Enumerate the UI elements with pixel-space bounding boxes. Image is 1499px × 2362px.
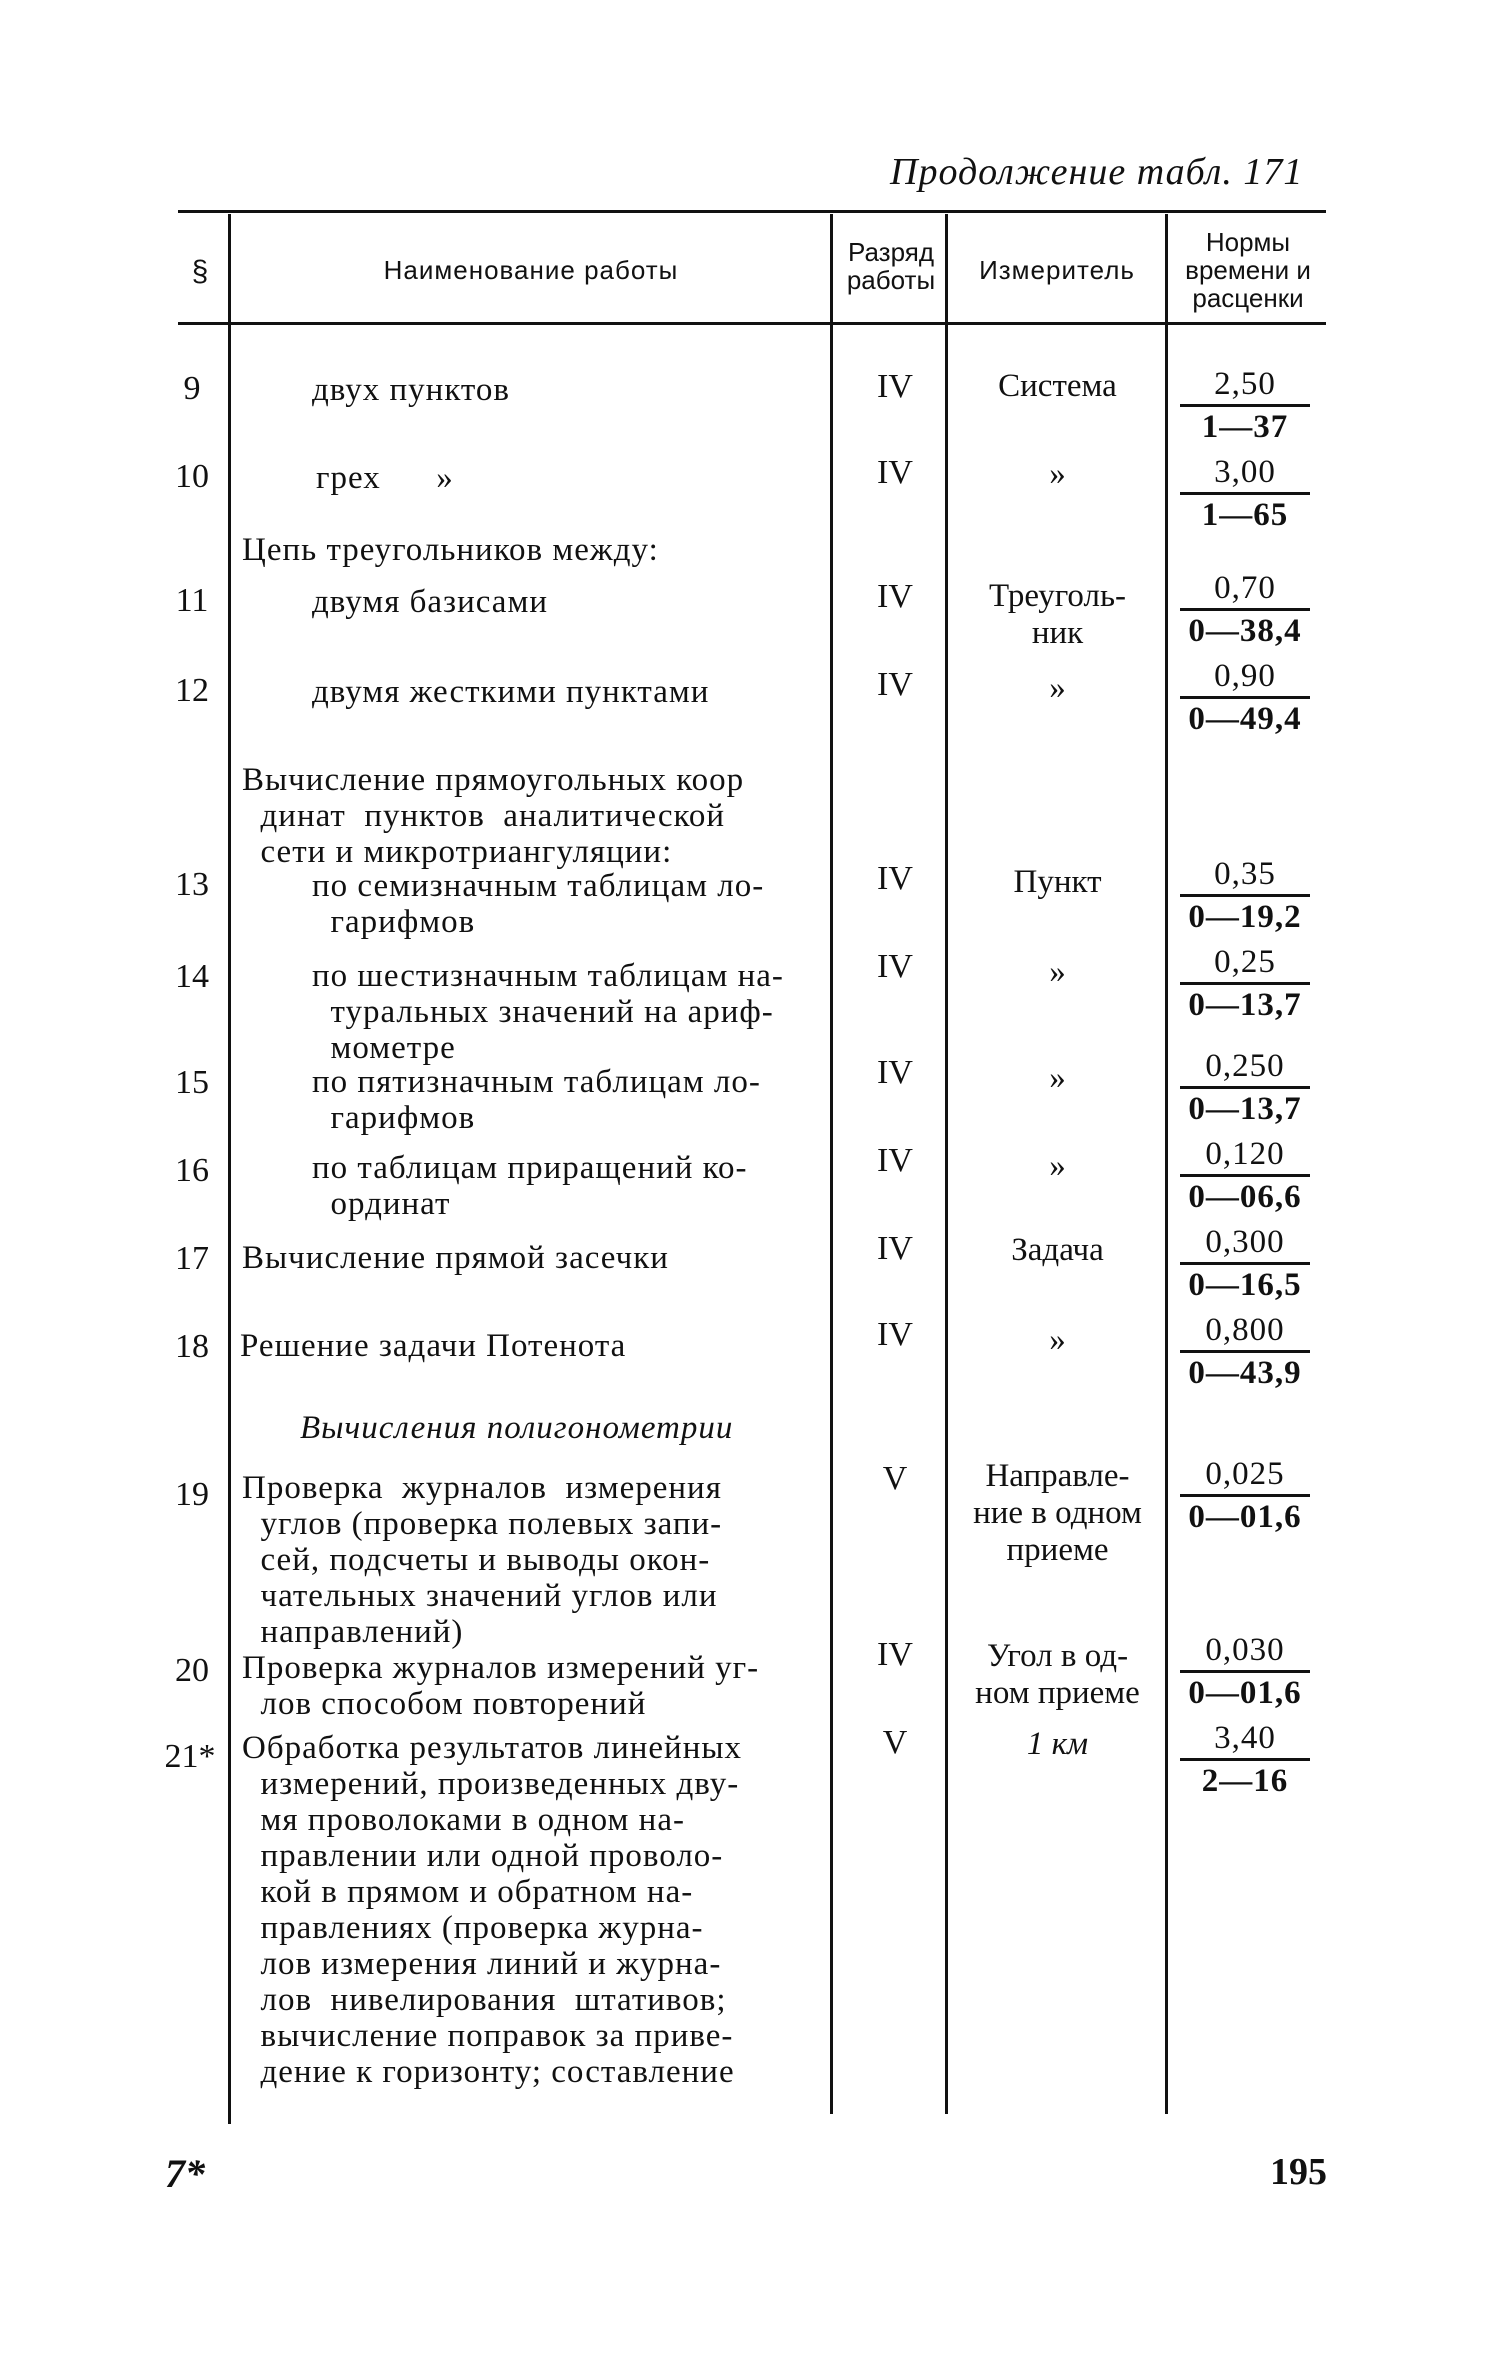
row-number: 19 [175,1476,209,1513]
row-text: грех » [316,460,454,496]
row-text: Проверка журналов измерения углов (проверка полевых запи- сей, подсчеты и выводы окон- чательных значений углов или направлений) [242,1470,723,1650]
norm-time: 0,030 [1180,1630,1310,1673]
row-grade: IV [877,454,913,491]
row-text: Проверка журналов измерений уг- лов способом повторений [242,1650,760,1722]
header-bottom-rule [178,322,1326,325]
row-grade: IV [877,1054,913,1091]
norm-time: 0,120 [1180,1134,1310,1177]
row-norm [1180,1454,1310,1537]
table-caption: Продолжение табл. 171 [890,151,1304,193]
row-number: 11 [175,582,209,619]
norm-time: 2,50 [1180,364,1310,407]
row-grade: IV [877,666,913,703]
header-grade: Разряд работы [846,237,936,295]
row-grade: IV [877,368,913,405]
row-text: Обработка результатов линейных измерений, произведенных дву- мя проволоками в одном на- правлении или одной проволо- кой в прямом и обратном на- правлениях (проверка журна- лов измерения линий и журна- лов нивелирования штативов; вычисление поправок за приве- дение к горизонту; составление [242,1730,743,2090]
row-unit: » [1049,954,1066,990]
row-number: 18 [175,1328,209,1365]
norm-rate: 0—49,4 [1188,701,1302,737]
norm-rate: 0—38,4 [1188,613,1302,649]
row-text: по шестизначным таблицам на- туральных значений на ариф- мометре [312,958,784,1066]
row-unit: 1 км [1026,1726,1089,1762]
norm-rate: 0—01,6 [1188,1675,1302,1711]
row-text: двух пунктов [312,372,510,408]
norm-time: 0,90 [1180,656,1310,699]
row-unit: Пункт [1013,864,1102,900]
row-number: 9 [183,370,201,407]
row-norm [1180,1310,1310,1393]
row-norm [1180,1046,1310,1129]
norm-rate: 2—16 [1201,1763,1289,1799]
signature-mark: 7* [165,2151,205,2196]
norm-time: 0,800 [1180,1310,1310,1353]
row-norm [1180,452,1310,535]
row-number: 12 [175,672,209,709]
row-unit: » [1049,1322,1066,1358]
row-number: 16 [175,1152,209,1189]
norm-rate: 0—19,2 [1188,899,1302,935]
header-name: Наименование работы [383,255,679,285]
row-norm [1180,1134,1310,1217]
row-grade: IV [877,1636,913,1673]
page-number: 195 [1270,2151,1327,2193]
row-grade: IV [877,1142,913,1179]
row-norm [1180,1630,1310,1713]
row-unit: Угол в од- ном приеме [975,1638,1140,1711]
row-text: по таблицам приращений ко- ординат [312,1150,748,1222]
row-text: по семизначным таблицам ло- гарифмов [312,868,765,940]
row-grade: V [882,1460,908,1497]
norm-time: 0,35 [1180,854,1310,897]
header-para: § [191,255,209,288]
row-norm [1180,854,1310,937]
norm-time: 0,300 [1180,1222,1310,1265]
row-unit: » [1049,1060,1066,1096]
norm-rate: 0—16,5 [1188,1267,1302,1303]
row-group-heading: Цепь треугольников между: [242,532,659,568]
row-grade: IV [877,948,913,985]
row-number: 10 [175,458,209,495]
row-number: 14 [175,958,209,995]
col-divider-1 [228,214,231,2124]
row-unit: Направле- ние в одном приеме [973,1458,1142,1568]
row-text: Решение задачи Потенота [240,1328,627,1364]
norm-rate: 0—06,6 [1188,1179,1302,1215]
row-unit: » [1049,1148,1066,1184]
norm-rate: 0—13,7 [1188,987,1302,1023]
row-unit: Задача [1011,1232,1104,1268]
header-top-rule [178,210,1326,213]
row-grade: IV [877,860,913,897]
row-unit: » [1049,456,1066,492]
row-number: 13 [175,866,209,903]
row-grade: V [882,1724,908,1761]
row-number: 20 [175,1652,209,1689]
row-text: двумя базисами [312,584,548,620]
norm-rate: 0—43,9 [1188,1355,1302,1391]
norm-rate: 0—13,7 [1188,1091,1302,1127]
col-divider-2 [830,214,833,2114]
norm-time: 3,00 [1180,452,1310,495]
norm-time: 0,250 [1180,1046,1310,1089]
header-unit: Измеритель [979,255,1135,285]
row-norm [1180,1718,1310,1801]
norm-time: 3,40 [1180,1718,1310,1761]
row-unit: Треуголь- ник [988,578,1126,651]
norm-rate: 1—65 [1201,497,1289,533]
section-heading: Вычисления полигонометрии [300,1410,734,1446]
row-number: 21* [164,1738,216,1775]
row-norm [1180,656,1310,739]
row-text: двумя жесткими пунктами [312,674,710,710]
row-unit: Система [998,368,1117,404]
norm-time: 0,025 [1180,1454,1310,1497]
row-text: по пятизначным таблицам ло- гарифмов [312,1064,761,1136]
row-norm [1180,364,1310,447]
header-norm: Нормы времени и расценки [1185,227,1311,313]
row-group-heading: Вычисление прямоугольных коор динат пунктов аналитической сети и микротриангуляции: [242,762,745,870]
row-number: 15 [175,1064,209,1101]
row-norm [1180,568,1310,651]
row-unit: » [1049,670,1066,706]
norm-rate: 1—37 [1201,409,1289,445]
norm-time: 0,25 [1180,942,1310,985]
row-number: 17 [175,1240,209,1277]
row-norm [1180,942,1310,1025]
norm-time: 0,70 [1180,568,1310,611]
row-text: Вычисление прямой засечки [242,1240,669,1276]
norm-rate: 0—01,6 [1188,1499,1302,1535]
row-grade: IV [877,1230,913,1267]
row-grade: IV [877,1316,913,1353]
row-grade: IV [877,578,913,615]
row-norm [1180,1222,1310,1305]
